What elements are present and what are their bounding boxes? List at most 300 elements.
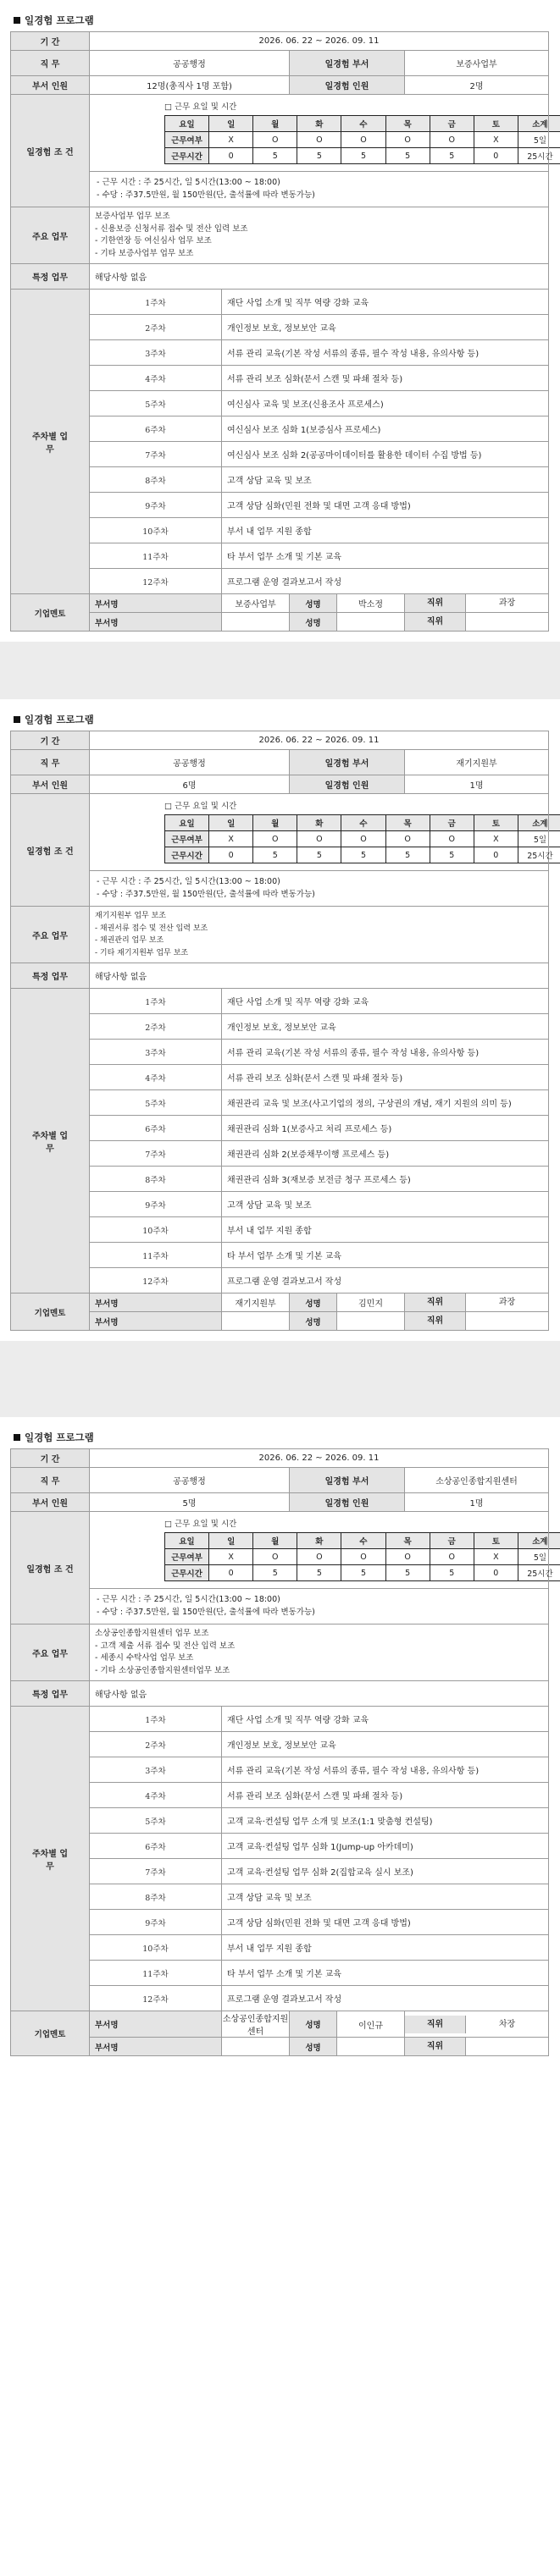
- mentor2-position-label: 직위: [405, 1312, 466, 1330]
- schedule-header-cell: 토: [474, 1533, 518, 1549]
- week-task: 채권관리 심화 3(재보증 보전금 청구 프로세스 등): [222, 1167, 549, 1192]
- schedule-cell: 25시간: [518, 1565, 560, 1581]
- duty-line: 소상공인종합지원센터 업무 보조: [95, 1629, 209, 1638]
- schedule-header-cell: 일: [209, 815, 253, 831]
- week-number: 1주차: [90, 290, 222, 315]
- company-label: 기업멘토: [11, 1294, 90, 1331]
- week-task: 고객 상담 교육 및 보조: [222, 1884, 549, 1910]
- conditions-notes: [90, 171, 548, 203]
- mentor-name-label: 성명: [290, 2011, 337, 2038]
- duty-line: - 신용보증 신청서류 접수 및 전산 입력 보조: [95, 223, 248, 234]
- week-task: 여신심사 보조 심화 1(보증심사 프로세스): [222, 416, 549, 442]
- schedule-title: □ 근무 요일 및 시간: [164, 802, 237, 811]
- schedule-cell: O: [385, 831, 430, 847]
- weekly-row: [11, 1014, 549, 1040]
- schedule-table: [164, 115, 560, 164]
- duty-line: - 기타 소상공인종합지원센터업무 보조: [95, 1665, 230, 1675]
- week-task: 서류 관리 교육(기본 작성 서류의 종류, 필수 작성 내용, 유의사항 등): [222, 340, 549, 366]
- week-number: 11주차: [90, 543, 222, 569]
- weekly-row: [11, 1040, 549, 1065]
- schedule-header-cell: 월: [253, 1533, 297, 1549]
- week-number: 7주차: [90, 442, 222, 467]
- weekly-row: [11, 1707, 549, 1732]
- week-number: 2주차: [90, 1014, 222, 1040]
- weekly-row: [11, 493, 549, 518]
- week-number: 12주차: [90, 569, 222, 594]
- week-number: 5주차: [90, 1090, 222, 1116]
- mentor2-position-value: [466, 2038, 548, 2055]
- weekly-row: [11, 518, 549, 543]
- period-label: 기 간: [11, 1449, 90, 1468]
- dept-headcount-label: 부서 인원: [11, 76, 90, 95]
- dept-headcount-value: 6명: [90, 775, 290, 794]
- dept-label: 일경험 부서: [290, 51, 405, 76]
- schedule-cell: 5: [430, 148, 474, 164]
- mentor-position-label: 직위: [405, 1294, 466, 1311]
- weekly-row: [11, 315, 549, 340]
- schedule-cell: O: [297, 1549, 341, 1565]
- week-number: 8주차: [90, 467, 222, 493]
- week-task: 채권관리 심화 1(보증사고 처리 프로세스 등): [222, 1116, 549, 1141]
- job-label: 직 무: [11, 750, 90, 775]
- mentor2-name-label: 성명: [290, 613, 337, 632]
- job-value: 공공행정: [90, 51, 290, 76]
- schedule-cell: 5: [430, 847, 474, 863]
- participants-value: 2명: [405, 76, 549, 95]
- week-task: 서류 관리 보조 심화(문서 스캔 및 파쇄 절차 등): [222, 1783, 549, 1808]
- schedule-header-cell: 소계: [518, 815, 560, 831]
- week-task: 고객 교육·컨설팅 업무 심화 2(집합교육 실시 보조): [222, 1859, 549, 1884]
- week-task: 고객 상담 심화(민원 전화 및 대면 고객 응대 방법): [222, 1910, 549, 1935]
- section-title: [14, 14, 548, 27]
- schedule-row-label: 근무시간: [165, 1565, 209, 1581]
- schedule-cell: 5: [253, 148, 297, 164]
- mentor-name-label: 성명: [290, 1294, 337, 1312]
- dept-headcount-value: 12명(총직사 1명 포함): [90, 76, 290, 95]
- weekly-row: [11, 989, 549, 1014]
- schedule-cell: 0: [209, 847, 253, 863]
- mentor-position-cell: [405, 594, 549, 613]
- schedule-row-attendance: [165, 1549, 560, 1565]
- week-number: 6주차: [90, 1116, 222, 1141]
- schedule-header-cell: 요일: [165, 1533, 209, 1549]
- mentor-name-value: 김민지: [337, 1294, 405, 1312]
- weekly-row: [11, 1116, 549, 1141]
- mentor-dept-label: 부서명: [90, 2011, 222, 2038]
- schedule-cell: 25시간: [518, 847, 560, 863]
- mentor2-position-cell: [405, 2038, 549, 2056]
- schedule-title: □ 근무 요일 및 시간: [164, 1520, 237, 1529]
- schedule-header-cell: 수: [341, 815, 385, 831]
- week-number: 6주차: [90, 416, 222, 442]
- week-task: 부서 내 업무 지원 종합: [222, 1935, 549, 1961]
- schedule-cell: 0: [474, 1565, 518, 1581]
- week-task: 재단 사업 소개 및 직무 역량 강화 교육: [222, 290, 549, 315]
- week-number: 4주차: [90, 366, 222, 391]
- weekly-row: [11, 1757, 549, 1783]
- program-table: [10, 731, 553, 1331]
- special-value: 해당사항 없음: [90, 963, 549, 989]
- weekly-row: [11, 1859, 549, 1884]
- mentor2-dept-value: [222, 1312, 290, 1331]
- conditions-box: [90, 95, 553, 207]
- weekly-row: [11, 1192, 549, 1217]
- schedule-cell: O: [341, 1549, 385, 1565]
- duty-line: - 세종시 수탁사업 업무 보조: [95, 1653, 194, 1663]
- week-number: 12주차: [90, 1986, 222, 2011]
- dept-value: 소상공인종합지원센터: [405, 1468, 549, 1493]
- weekly-label: 주차별 업무: [11, 290, 90, 594]
- weekly-row: [11, 1268, 549, 1294]
- program-section: [0, 0, 560, 642]
- schedule-header-cell: 요일: [165, 815, 209, 831]
- schedule-cell: O: [253, 132, 297, 148]
- week-number: 8주차: [90, 1884, 222, 1910]
- schedule-cell: X: [474, 132, 518, 148]
- duties-box: [90, 207, 549, 264]
- participants-value: 1명: [405, 775, 549, 794]
- period-label: 기 간: [11, 32, 90, 51]
- week-number: 7주차: [90, 1859, 222, 1884]
- square-bullet-icon: [14, 1434, 20, 1441]
- weekly-row: [11, 1243, 549, 1268]
- week-task: 재단 사업 소개 및 직무 역량 강화 교육: [222, 1707, 549, 1732]
- period-value: 2026. 06. 22 ~ 2026. 09. 11: [90, 32, 549, 51]
- schedule-header-cell: 토: [474, 116, 518, 132]
- week-number: 3주차: [90, 1040, 222, 1065]
- square-bullet-icon: [14, 17, 20, 24]
- square-bullet-icon: [14, 716, 20, 723]
- schedule-row-label: 근무여부: [165, 831, 209, 847]
- weekly-row: [11, 1834, 549, 1859]
- conditions-box: [90, 794, 553, 907]
- mentor-name-label: 성명: [290, 594, 337, 613]
- duties-label: 주요 업무: [11, 907, 90, 963]
- week-number: 6주차: [90, 1834, 222, 1859]
- special-label: 특정 업무: [11, 1681, 90, 1707]
- schedule-row-hours: [165, 1565, 560, 1581]
- note-allowance: - 수당 : 주37.5만원, 월 150만원(단, 출석률에 따라 변동가능): [97, 1608, 315, 1617]
- page-separator: [0, 1341, 560, 1417]
- weekly-row: [11, 569, 549, 594]
- weekly-row: [11, 1732, 549, 1757]
- schedule-cell: 5: [297, 148, 341, 164]
- company-label: 기업멘토: [11, 594, 90, 632]
- week-number: 5주차: [90, 1808, 222, 1834]
- schedule-cell: 5: [385, 847, 430, 863]
- week-task: 개인정보 보호, 정보보안 교육: [222, 315, 549, 340]
- schedule-row-hours: [165, 847, 560, 863]
- weekly-row: [11, 366, 549, 391]
- participants-label: 일경험 인원: [290, 76, 405, 95]
- section-title: [14, 1431, 548, 1444]
- schedule-cell: 25시간: [518, 148, 560, 164]
- weekly-row: [11, 1884, 549, 1910]
- page-separator: [0, 642, 560, 699]
- schedule-cell: O: [253, 1549, 297, 1565]
- week-task: 타 부서 업무 소개 및 기본 교육: [222, 1961, 549, 1986]
- week-task: 여신심사 교육 및 보조(신용조사 프로세스): [222, 391, 549, 416]
- schedule-header-cell: 수: [341, 1533, 385, 1549]
- mentor-position-cell: [405, 1294, 549, 1312]
- schedule-header-row: [165, 1533, 560, 1549]
- schedule-header-cell: 소계: [518, 1533, 560, 1549]
- mentor2-name-label: 성명: [290, 2038, 337, 2056]
- section-title-text: 일경험 프로그램: [25, 14, 94, 26]
- weekly-row: [11, 1986, 549, 2011]
- mentor-name-value: 박소정: [337, 594, 405, 613]
- week-task: 프로그램 운영 결과보고서 작성: [222, 1986, 549, 2011]
- weekly-row: [11, 1065, 549, 1090]
- schedule-row-label: 근무여부: [165, 132, 209, 148]
- special-value: 해당사항 없음: [90, 264, 549, 290]
- mentor2-dept-value: [222, 613, 290, 632]
- program-section: [0, 1417, 560, 2066]
- duty-line: - 기타 보증사업부 업무 보조: [95, 248, 194, 258]
- schedule-cell: 5: [297, 847, 341, 863]
- company-label: 기업멘토: [11, 2011, 90, 2056]
- week-number: 4주차: [90, 1065, 222, 1090]
- weekly-row: [11, 340, 549, 366]
- program-section: [0, 699, 560, 1341]
- schedule-header-cell: 월: [253, 116, 297, 132]
- week-task: 프로그램 운영 결과보고서 작성: [222, 1268, 549, 1294]
- weekly-row: [11, 416, 549, 442]
- schedule-cell: 5일: [518, 831, 560, 847]
- dept-value: 재기지원부: [405, 750, 549, 775]
- note-hours: - 근무 시간 : 주 25시간, 일 5시간(13:00 ~ 18:00): [97, 178, 280, 187]
- mentor2-name-value: [337, 1312, 405, 1331]
- schedule-header-cell: 금: [430, 116, 474, 132]
- duty-line: - 기한연장 등 여신심사 업무 보조: [95, 236, 212, 245]
- week-number: 3주차: [90, 340, 222, 366]
- schedule-header-cell: 목: [385, 815, 430, 831]
- week-task: 부서 내 업무 지원 종합: [222, 1217, 549, 1243]
- weekly-row: [11, 1217, 549, 1243]
- schedule-cell: 5: [430, 1565, 474, 1581]
- weekly-row: [11, 467, 549, 493]
- week-number: 11주차: [90, 1961, 222, 1986]
- mentor2-dept-label: 부서명: [90, 2038, 222, 2056]
- mentor2-name-value: [337, 2038, 405, 2056]
- week-task: 여신심사 보조 심화 2(공공마이데이터를 활용한 데이터 수집 방법 등): [222, 442, 549, 467]
- schedule-header-cell: 목: [385, 1533, 430, 1549]
- week-number: 10주차: [90, 1217, 222, 1243]
- week-number: 2주차: [90, 315, 222, 340]
- weekly-row: [11, 1090, 549, 1116]
- mentor2-position-cell: [405, 1312, 549, 1331]
- duties-box: [90, 907, 549, 963]
- schedule-cell: 0: [474, 148, 518, 164]
- program-table: [10, 1448, 553, 2056]
- schedule-cell: X: [209, 1549, 253, 1565]
- schedule-header-cell: 토: [474, 815, 518, 831]
- schedule-row-label: 근무여부: [165, 1549, 209, 1565]
- participants-value: 1명: [405, 1493, 549, 1512]
- mentor2-dept-label: 부서명: [90, 1312, 222, 1331]
- week-number: 1주차: [90, 989, 222, 1014]
- special-value: 해당사항 없음: [90, 1681, 549, 1707]
- schedule-cell: 5: [341, 1565, 385, 1581]
- week-number: 4주차: [90, 1783, 222, 1808]
- schedule-cell: O: [385, 132, 430, 148]
- schedule-cell: X: [474, 1549, 518, 1565]
- schedule-title: □ 근무 요일 및 시간: [164, 102, 237, 112]
- dept-headcount-label: 부서 인원: [11, 1493, 90, 1512]
- mentor2-name-value: [337, 613, 405, 632]
- week-task: 타 부서 업무 소개 및 기본 교육: [222, 1243, 549, 1268]
- week-task: 개인정보 보호, 정보보안 교육: [222, 1732, 549, 1757]
- week-number: 3주차: [90, 1757, 222, 1783]
- schedule-cell: 5: [253, 1565, 297, 1581]
- weekly-row: [11, 1167, 549, 1192]
- schedule-row-label: 근무시간: [165, 148, 209, 164]
- schedule-cell: X: [209, 132, 253, 148]
- schedule-cell: 5: [297, 1565, 341, 1581]
- schedule-cell: O: [297, 831, 341, 847]
- week-task: 고객 상담 심화(민원 전화 및 대면 고객 응대 방법): [222, 493, 549, 518]
- mentor2-position-label: 직위: [405, 613, 466, 631]
- mentor-dept-value: 소상공인종합지원센터: [222, 2011, 290, 2038]
- schedule-header-cell: 일: [209, 116, 253, 132]
- schedule-cell: 5일: [518, 132, 560, 148]
- schedule-header-row: [165, 116, 560, 132]
- section-title: [14, 713, 548, 726]
- schedule-row-hours: [165, 148, 560, 164]
- week-number: 10주차: [90, 1935, 222, 1961]
- week-number: 5주차: [90, 391, 222, 416]
- schedule-header-cell: 목: [385, 116, 430, 132]
- week-number: 7주차: [90, 1141, 222, 1167]
- schedule-cell: O: [430, 831, 474, 847]
- schedule-cell: O: [430, 132, 474, 148]
- schedule-cell: 5일: [518, 1549, 560, 1565]
- week-number: 9주차: [90, 1192, 222, 1217]
- schedule-cell: 5: [385, 1565, 430, 1581]
- schedule-cell: O: [253, 831, 297, 847]
- mentor2-position-label: 직위: [405, 2038, 466, 2055]
- schedule-cell: 5: [253, 847, 297, 863]
- note-hours: - 근무 시간 : 주 25시간, 일 5시간(13:00 ~ 18:00): [97, 1595, 280, 1604]
- week-task: 프로그램 운영 결과보고서 작성: [222, 569, 549, 594]
- period-label: 기 간: [11, 731, 90, 750]
- schedule-header-cell: 수: [341, 116, 385, 132]
- schedule-cell: O: [341, 132, 385, 148]
- week-task: 타 부서 업무 소개 및 기본 교육: [222, 543, 549, 569]
- duty-line: 보증사업부 업무 보조: [95, 212, 170, 221]
- mentor-name-value: 이인규: [337, 2011, 405, 2038]
- note-allowance: - 수당 : 주37.5만원, 월 150만원(단, 출석률에 따라 변동가능): [97, 190, 315, 200]
- conditions-label: 일경험 조 건: [11, 1512, 90, 1624]
- program-table: [10, 31, 553, 632]
- special-label: 특정 업무: [11, 963, 90, 989]
- mentor2-dept-label: 부서명: [90, 613, 222, 632]
- mentor-position-label: 직위: [405, 594, 466, 612]
- schedule-cell: 0: [209, 1565, 253, 1581]
- week-task: 재단 사업 소개 및 직무 역량 강화 교육: [222, 989, 549, 1014]
- week-task: 고객 상담 교육 및 보조: [222, 1192, 549, 1217]
- duty-line: - 기타 재기지원부 업무 보조: [95, 948, 189, 957]
- mentor-position-value: 과장: [498, 598, 516, 608]
- section-title-text: 일경험 프로그램: [25, 714, 94, 725]
- schedule-cell: O: [341, 831, 385, 847]
- mentor-dept-label: 부서명: [90, 1294, 222, 1312]
- mentor2-dept-value: [222, 2038, 290, 2056]
- participants-label: 일경험 인원: [290, 775, 405, 794]
- job-label: 직 무: [11, 1468, 90, 1493]
- conditions-label: 일경험 조 건: [11, 794, 90, 907]
- duty-line: - 고객 제출 서류 접수 및 전산 입력 보조: [95, 1641, 236, 1651]
- week-task: 서류 관리 교육(기본 작성 서류의 종류, 필수 작성 내용, 유의사항 등): [222, 1040, 549, 1065]
- mentor-dept-value: 재기지원부: [222, 1294, 290, 1312]
- mentor-dept-value: 보증사업부: [222, 594, 290, 613]
- schedule-cell: 5: [385, 148, 430, 164]
- week-task: 채권관리 심화 2(보증채무이행 프로세스 등): [222, 1141, 549, 1167]
- week-task: 개인정보 보호, 정보보안 교육: [222, 1014, 549, 1040]
- week-number: 9주차: [90, 1910, 222, 1935]
- duties-label: 주요 업무: [11, 1624, 90, 1681]
- dept-label: 일경험 부서: [290, 1468, 405, 1493]
- schedule-table: [164, 814, 560, 863]
- schedule-cell: 5: [341, 148, 385, 164]
- period-value: 2026. 06. 22 ~ 2026. 09. 11: [90, 731, 549, 750]
- schedule-header-cell: 금: [430, 815, 474, 831]
- week-number: 9주차: [90, 493, 222, 518]
- section-title-text: 일경험 프로그램: [25, 1431, 94, 1443]
- schedule-row-label: 근무시간: [165, 847, 209, 863]
- schedule-cell: 5: [341, 847, 385, 863]
- weekly-row: [11, 543, 549, 569]
- dept-headcount-label: 부서 인원: [11, 775, 90, 794]
- period-value: 2026. 06. 22 ~ 2026. 09. 11: [90, 1449, 549, 1468]
- mentor-position-value: 차장: [498, 2019, 516, 2029]
- participants-label: 일경험 인원: [290, 1493, 405, 1512]
- schedule-table: [164, 1532, 560, 1581]
- week-task: 부서 내 업무 지원 종합: [222, 518, 549, 543]
- week-task: 서류 관리 보조 심화(문서 스캔 및 파쇄 절차 등): [222, 1065, 549, 1090]
- schedule-cell: 0: [209, 148, 253, 164]
- dept-value: 보증사업부: [405, 51, 549, 76]
- job-value: 공공행정: [90, 1468, 290, 1493]
- week-number: 12주차: [90, 1268, 222, 1294]
- weekly-row: [11, 1141, 549, 1167]
- mentor2-position-value: [466, 1312, 548, 1330]
- week-task: 서류 관리 보조 심화(문서 스캔 및 파쇄 절차 등): [222, 366, 549, 391]
- weekly-row: [11, 1910, 549, 1935]
- mentor-position-cell: [405, 2011, 549, 2038]
- week-task: 서류 관리 교육(기본 작성 서류의 종류, 필수 작성 내용, 유의사항 등): [222, 1757, 549, 1783]
- schedule-cell: O: [430, 1549, 474, 1565]
- schedule-header-cell: 화: [297, 1533, 341, 1549]
- weekly-row: [11, 1935, 549, 1961]
- conditions-notes: [90, 870, 548, 902]
- duty-line: - 채권서류 접수 및 전산 입력 보조: [95, 924, 208, 933]
- weekly-row: [11, 290, 549, 315]
- mentor-position-value: 과장: [498, 1298, 516, 1307]
- week-task: 고객 교육·컨설팅 업무 심화 1(Jump-up 아카데미): [222, 1834, 549, 1859]
- mentor-dept-label: 부서명: [90, 594, 222, 613]
- schedule-header-row: [165, 815, 560, 831]
- duty-line: - 채권관리 업무 보조: [95, 936, 164, 945]
- schedule-cell: X: [474, 831, 518, 847]
- conditions-label: 일경험 조 건: [11, 95, 90, 207]
- dept-headcount-value: 5명: [90, 1493, 290, 1512]
- job-label: 직 무: [11, 51, 90, 76]
- week-number: 8주차: [90, 1167, 222, 1192]
- week-number: 10주차: [90, 518, 222, 543]
- week-task: 고객 교육·컨설팅 업무 소개 및 보조(1:1 맞춤형 컨설팅): [222, 1808, 549, 1834]
- mentor2-position-cell: [405, 613, 549, 632]
